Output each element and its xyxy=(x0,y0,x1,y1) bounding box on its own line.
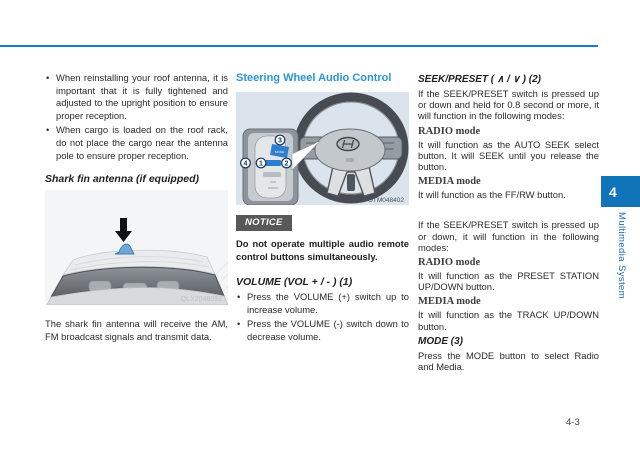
seek-preset-heading: SEEK/PRESET ( ∧ / ∨ ) (2) xyxy=(418,74,541,85)
media-mode-heading: MEDIA mode xyxy=(418,296,481,308)
chapter-tab: 4 xyxy=(601,176,640,207)
radio-long-press-text: It will function as the AUTO SEEK select button. It will SEEK until you release the button. xyxy=(418,138,599,173)
header-rule xyxy=(0,45,598,47)
radio-mode-heading: RADIO mode xyxy=(418,257,481,269)
callout-number-2: 2 xyxy=(284,160,289,168)
shark-fin-heading: Shark fin antenna (if equipped) xyxy=(45,173,200,186)
volume-switch xyxy=(265,160,281,166)
column-audio-control xyxy=(236,72,409,346)
chapter-title-label: Multimedia System xyxy=(616,212,627,300)
radio-short-press-text: It will function as the PRESET STATION UP/DOWN button. xyxy=(418,270,599,293)
page-number: 4-3 xyxy=(566,417,580,428)
callout-number-3: 3 xyxy=(278,137,282,145)
radio-mode-heading: RADIO mode xyxy=(418,125,481,137)
notice-badge: NOTICE xyxy=(236,215,292,231)
list-item: • When cargo is loaded on the roof rack, do not place the cargo near the antenna pole to ensure proper reception. xyxy=(45,124,228,162)
audio-control-heading: Steering Wheel Audio Control xyxy=(236,72,392,84)
section-gap xyxy=(418,204,599,219)
callout-number-1: 1 xyxy=(259,160,263,168)
mode-text: Press the MODE button to select Radio and Media. xyxy=(418,349,599,373)
steering-wheel-illustration xyxy=(236,92,409,205)
seek-long-press-intro: If the SEEK/PRESET switch is pressed up or down and held for 0.8 second or more, it will function in the following modes: xyxy=(418,88,599,122)
column-roof-antenna xyxy=(45,72,228,343)
lower-spoke-slot xyxy=(347,174,355,191)
column-seek-preset xyxy=(418,74,599,376)
steering-wheel-figure xyxy=(236,92,409,210)
list-item: • Press the VOLUME (+) switch up to increase volume. xyxy=(236,291,409,316)
shark-fin-caption: The shark fin antenna will receive the AM, FM broadcast signals and transmit data. xyxy=(45,318,228,342)
callout-number-4: 4 xyxy=(243,160,248,168)
notice-text: Do not operate multiple audio remote control buttons simultaneously. xyxy=(236,238,409,262)
shark-fin-figure xyxy=(45,190,228,310)
image-code: OTM048402 xyxy=(367,197,404,204)
shark-fin-illustration xyxy=(45,190,228,305)
list-item: • Press the VOLUME (-) switch down to decrease volume. xyxy=(236,318,409,343)
mode-heading: MODE (3) xyxy=(418,335,463,347)
media-short-press-text: It will function as the TRACK UP/DOWN button. xyxy=(418,309,599,332)
mode-button-label: MODE xyxy=(275,150,284,154)
list-item: • When reinstalling your roof antenna, it is important that it is fully tightened and adjusted to the upright position to ensure proper reception. xyxy=(45,72,228,122)
antenna-notes-list xyxy=(45,72,228,162)
hyundai-logo-icon xyxy=(337,138,359,151)
seek-short-press-intro: If the SEEK/PRESET switch is pressed up or down, it will function in the following modes: xyxy=(418,219,599,253)
media-long-press-text: It will function as the FF/RW button. xyxy=(418,189,566,201)
volume-heading: VOLUME (VOL + / - ) (1) xyxy=(236,276,353,289)
media-mode-heading: MEDIA mode xyxy=(418,176,481,188)
lower-control xyxy=(263,172,281,177)
image-code: QLX2048092 xyxy=(180,296,222,304)
horn-label xyxy=(346,158,354,162)
volume-bullet-list xyxy=(236,291,409,343)
